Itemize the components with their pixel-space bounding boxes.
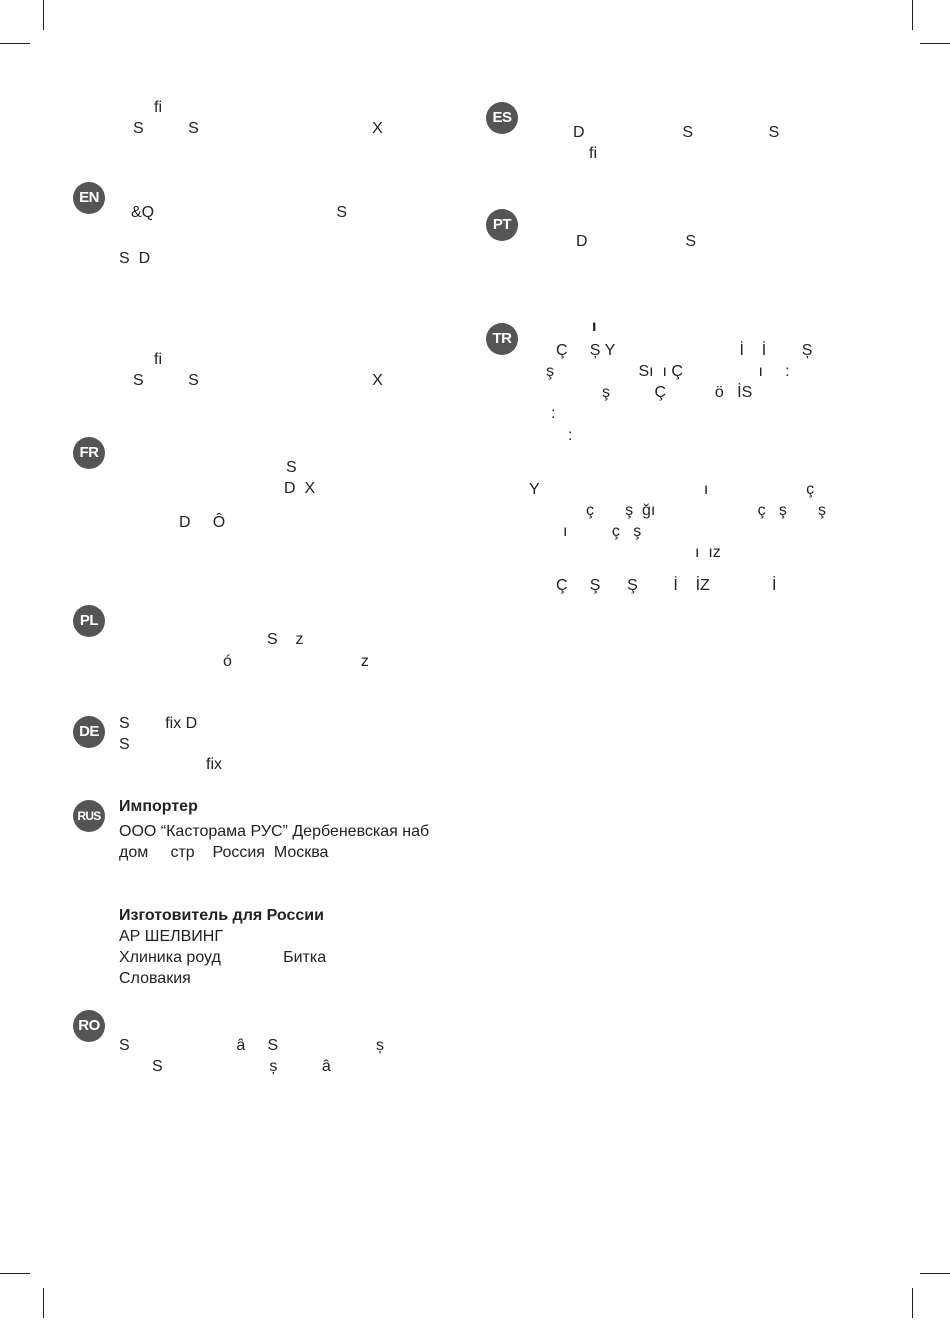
- en-line-2: S D: [119, 250, 151, 267]
- crop-mark: [912, 0, 913, 30]
- rus-manufacturer-heading: Изготовитель для России: [119, 907, 324, 924]
- tr-line-5: :: [568, 427, 573, 444]
- tr-line-9: ı ız: [695, 544, 721, 561]
- pt-line-1: D S: [576, 233, 697, 250]
- badge-tr: TR: [486, 323, 518, 355]
- rus-line-1: ООО “Касторама РУС” Дербеневская наб: [119, 823, 430, 840]
- badge-es: ES: [486, 102, 518, 134]
- ro-line-2: S ș â: [152, 1058, 331, 1075]
- badge-en: EN: [73, 182, 105, 214]
- tr-line-1: Ç Ș Y İ İ Ș: [556, 342, 813, 359]
- crop-mark: [43, 0, 44, 30]
- tr-line-3: ş Ç ö İS: [602, 384, 753, 401]
- rus-importer-heading: Импортер: [119, 798, 198, 815]
- top-line-1: fi: [154, 99, 162, 116]
- ro-line-1: S â S ș: [119, 1037, 384, 1054]
- tr-line-10: Ç Ş Ş İ İZ İ: [556, 577, 777, 594]
- de-line-1: S fix D: [119, 715, 198, 732]
- es-line-1: D S S: [573, 124, 780, 141]
- crop-mark: [0, 1273, 30, 1274]
- crop-mark: [0, 43, 30, 44]
- crop-mark: [912, 1288, 913, 1318]
- de-line-3: fix: [206, 756, 222, 773]
- pl-line-1: S z: [267, 631, 304, 648]
- de-line-2: S: [119, 736, 130, 753]
- badge-ro: RO: [73, 1010, 105, 1042]
- badge-rus: RUS: [73, 800, 105, 832]
- tr-line-0: ı: [592, 318, 597, 335]
- es-line-2: fi: [589, 145, 597, 162]
- tr-line-4: :: [551, 405, 556, 422]
- fr-line-1: S: [286, 459, 297, 476]
- tr-line-2: ş Sı ı Ç ı :: [546, 363, 790, 380]
- crop-mark: [920, 43, 950, 44]
- tr-line-7: ç ş ğı ç ş ş: [586, 502, 827, 519]
- badge-pl: PL: [73, 605, 105, 637]
- rus-line-5: Словакия: [119, 970, 191, 987]
- crop-mark: [43, 1288, 44, 1318]
- crop-mark: [920, 1273, 950, 1274]
- badge-fr: FR: [73, 437, 105, 469]
- en2-line-2: S S X: [133, 372, 383, 389]
- fr-line-2: D X: [284, 480, 316, 497]
- en2-line-1: fi: [154, 351, 162, 368]
- rus-line-3: АР ШЕЛВИНГ: [119, 928, 224, 945]
- fr-line-3: D Ô: [179, 514, 226, 531]
- tr-line-8: ı ç ş: [563, 523, 642, 540]
- rus-line-4: Хлиника роуд Битка: [119, 949, 327, 966]
- top-line-2: S S X: [133, 120, 383, 137]
- tr-line-6: Y ı ç: [529, 481, 815, 498]
- badge-de: DE: [73, 716, 105, 748]
- rus-line-2: дом стр Россия Москва: [119, 844, 329, 861]
- pl-line-2: ó z: [223, 653, 369, 670]
- badge-pt: PT: [486, 209, 518, 241]
- en-line-1: &Q S: [131, 204, 348, 221]
